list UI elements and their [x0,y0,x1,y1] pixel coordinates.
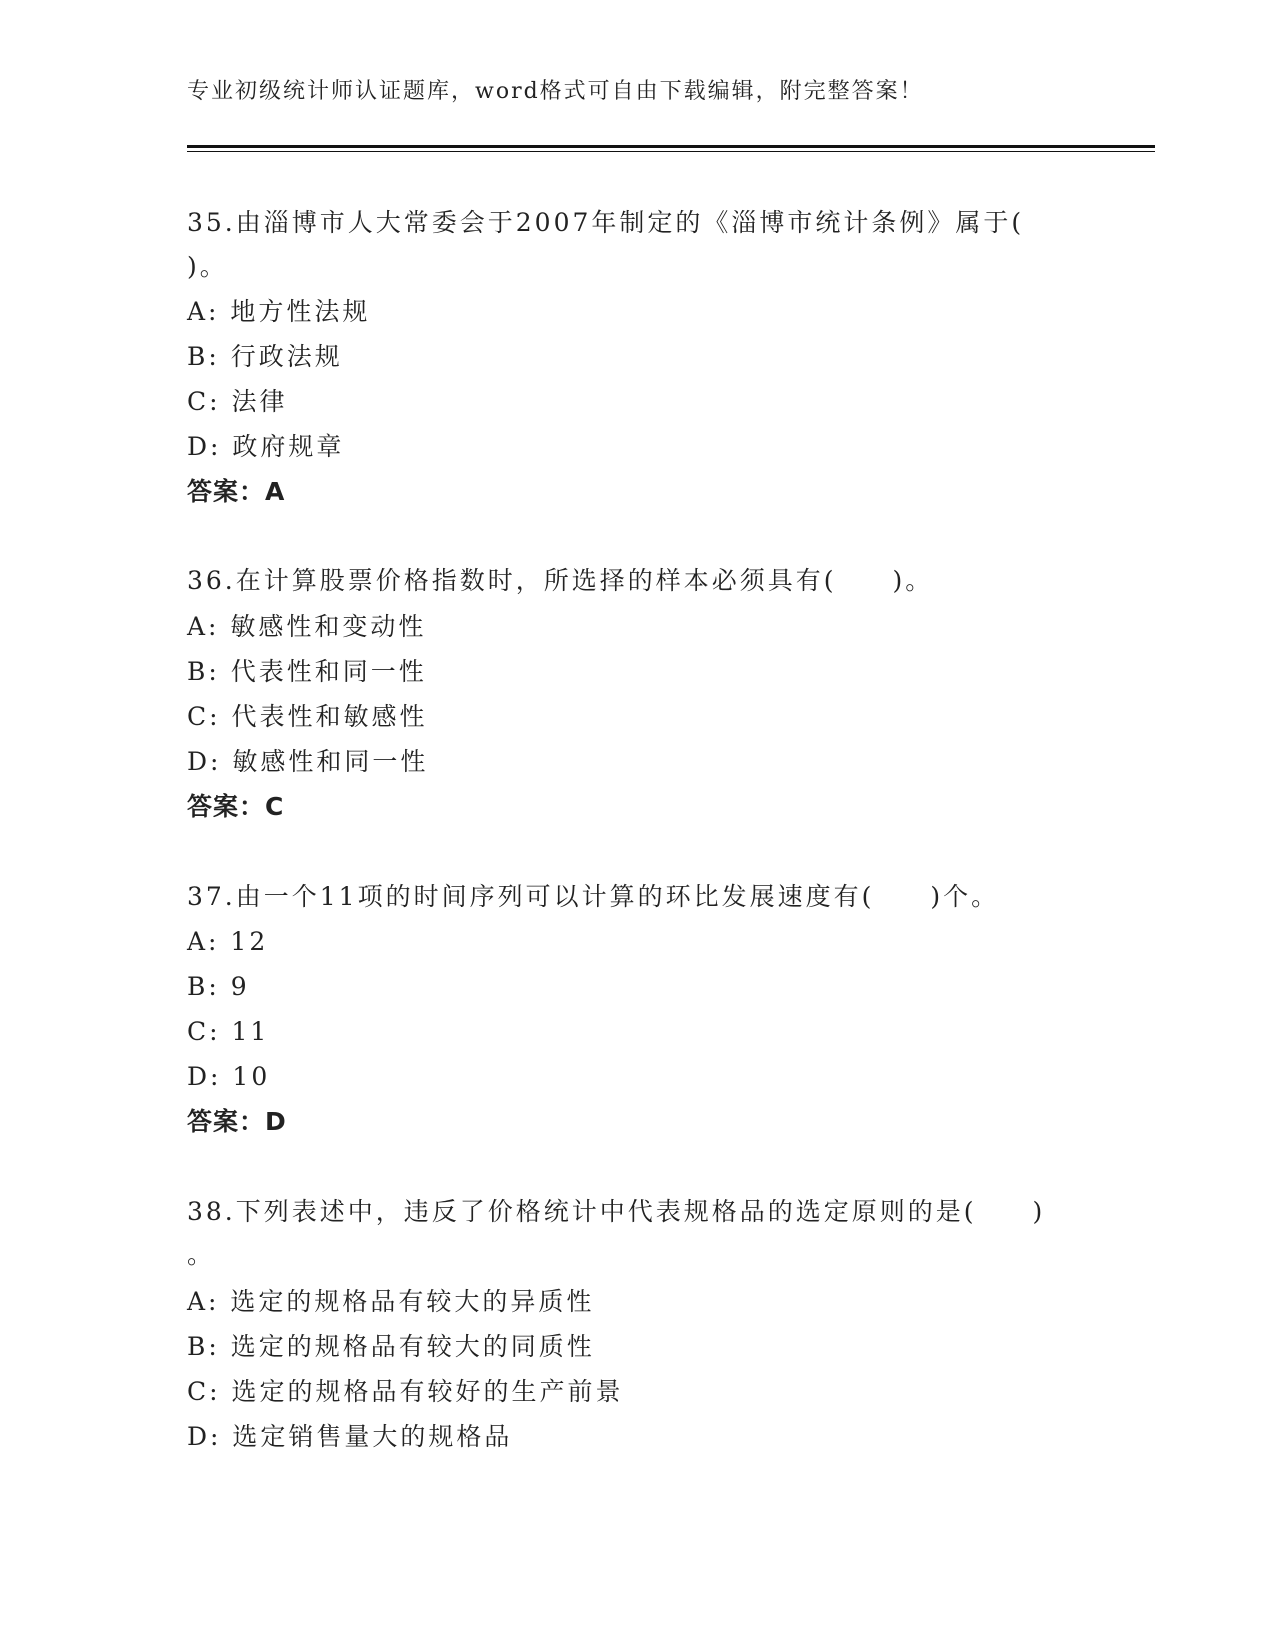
option-c: C: 选定的规格品有较好的生产前景 [187,1377,624,1406]
question-stem: 37.由一个11项的时间序列可以计算的环比发展速度有( )个。 [187,882,1000,911]
option-d: D: 政府规章 [187,432,345,461]
option-d: D: 选定销售量大的规格品 [187,1422,513,1451]
option-b: B: 行政法规 [187,342,343,371]
option-b: B: 9 [187,972,250,1001]
header-divider-thin [187,151,1155,152]
question-stem-continued: )。 [187,252,228,281]
answer-label: 答案：C [187,792,285,821]
answer-label: 答案：A [187,477,286,506]
option-a: A: 敏感性和变动性 [187,612,427,641]
question-stem: 36.在计算股票价格指数时，所选择的样本必须具有( )。 [187,566,934,595]
header-divider-thick [187,145,1155,148]
option-b: B: 代表性和同一性 [187,657,427,686]
option-a: A: 选定的规格品有较大的异质性 [187,1287,595,1316]
option-c: C: 法律 [187,387,288,416]
option-c: C: 11 [187,1017,270,1046]
option-c: C: 代表性和敏感性 [187,702,428,731]
page-header-title: 专业初级统计师认证题库，word格式可自由下载编辑，附完整答案！ [187,79,924,104]
option-d: D: 敏感性和同一性 [187,747,429,776]
question-stem: 35.由淄博市人大常委会于2007年制定的《淄博市统计条例》属于( [187,208,1025,237]
answer-label: 答案：D [187,1107,287,1136]
question-stem-continued: 。 [187,1240,216,1269]
option-a: A: 地方性法规 [187,297,371,326]
question-stem: 38.下列表述中，违反了价格统计中代表规格品的选定原则的是( ) [187,1197,1046,1226]
option-d: D: 10 [187,1062,271,1091]
option-b: B: 选定的规格品有较大的同质性 [187,1332,595,1361]
option-a: A: 12 [187,927,269,956]
